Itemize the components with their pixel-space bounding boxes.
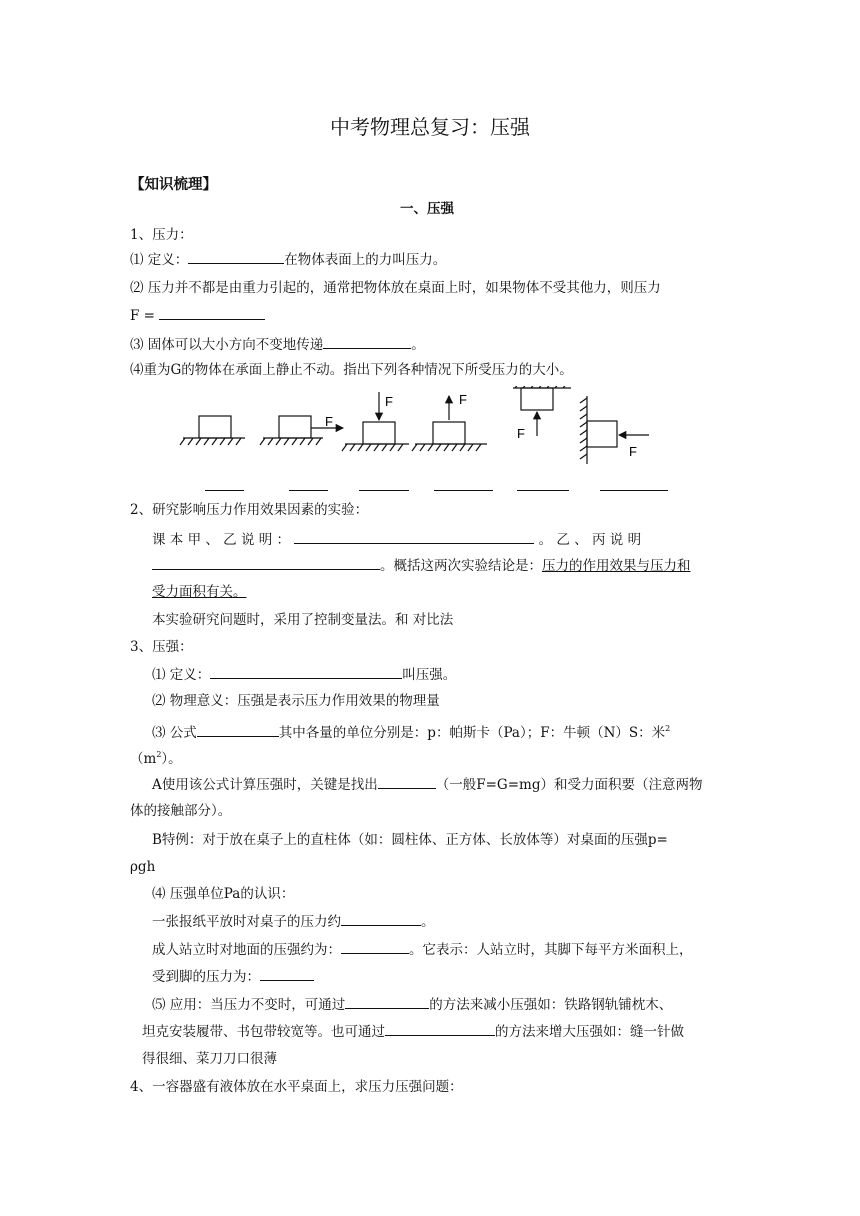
section-heading: 一、压强 bbox=[400, 201, 454, 217]
item-2-b: 。概括这两次实验结论是：压力的作用效果与压力和 bbox=[152, 556, 691, 575]
blank-line[interactable] bbox=[345, 995, 429, 1009]
page-title: 中考物理总复习：压强 bbox=[330, 115, 530, 139]
blank-line[interactable] bbox=[210, 665, 402, 679]
blank-line[interactable] bbox=[159, 306, 265, 320]
case-1-block-on-ground bbox=[180, 416, 245, 445]
answer-blank-3[interactable] bbox=[359, 490, 409, 491]
item-3-4-b: 成人站立时对地面的压强约为： 。它表示：人站立时，其脚下每平方米面积上， bbox=[152, 942, 693, 958]
item-3-4-c: 受到脚的压力为： bbox=[152, 967, 314, 986]
item-3-B: B特例：对于放在桌子上的直柱体（如：圆柱体、正方体、长放体等）对桌面的压强p= bbox=[152, 832, 668, 848]
blank-line[interactable] bbox=[188, 250, 284, 264]
item-4: 4、一容器盛有液体放在水平桌面上，求压力压强问题： bbox=[130, 1079, 463, 1095]
answer-blank-6[interactable] bbox=[600, 490, 668, 491]
blank-line[interactable] bbox=[294, 530, 534, 544]
case-3-downward-force bbox=[342, 392, 409, 451]
force-label: F bbox=[325, 414, 333, 429]
item-3-A-cont: 体的接触部分）。 bbox=[130, 803, 232, 819]
item-3-B-cont: ρgh bbox=[130, 859, 156, 875]
blank-line[interactable] bbox=[341, 940, 409, 954]
item-3-2: ⑵ 物理意义：压强是表示压力作用效果的物理量 bbox=[152, 693, 440, 709]
item-2: 2、研究影响压力作用效果因素的实验： bbox=[130, 502, 369, 518]
item-3-3-unit: $(m^2)$。 bbox=[130, 750, 182, 767]
item-3: 3、压强： bbox=[130, 639, 193, 655]
item-3-5: ⑸ 应用：当压力不变时，可通过 的方法来减小压强如：铁路钢轨铺枕木、 bbox=[152, 997, 673, 1013]
item-2-c: 受力面积有关。 bbox=[152, 584, 247, 600]
answer-blank-4[interactable] bbox=[434, 490, 493, 491]
item-1-4: ⑷重为G的物体在承面上静止不动。指出下列各种情况下所受压力的大小。 bbox=[130, 362, 573, 378]
blank-line[interactable] bbox=[341, 912, 421, 926]
item-1-2b: F = bbox=[130, 306, 265, 325]
item-1-2: ⑵ 压力并不都是由重力引起的，通常把物体放在桌面上时，如果物体不受其他力，则压力 bbox=[130, 280, 661, 296]
case-4-upward-force bbox=[412, 396, 487, 451]
blank-line[interactable] bbox=[378, 775, 436, 789]
force-label: F bbox=[629, 444, 637, 459]
item-3-3: ⑶ 公式 其中各量的单位分别是：p：帕斯卡（Pa）；F：牛顿（N）S：米$^2$ bbox=[152, 724, 671, 741]
blank-line[interactable] bbox=[197, 723, 279, 737]
item-3-4: ⑷ 压强单位Pa的认识： bbox=[152, 886, 295, 902]
pressure-force-figure bbox=[175, 386, 675, 494]
answer-blank-2[interactable] bbox=[289, 490, 328, 491]
item-2-a: 课 本 甲 、 乙 说 明 ： 。 乙 、 丙 说 明 bbox=[152, 532, 642, 548]
item-3-1: ⑴ 定义： 叫压强。 bbox=[152, 667, 457, 683]
item-1-1: ⑴ 定义： 在物体表面上的力叫压力。 bbox=[130, 252, 447, 268]
item-2-d: 本实验研究问题时，采用了控制变量法。和 对比法 bbox=[152, 612, 454, 628]
answer-blank-5[interactable] bbox=[517, 490, 569, 491]
item-1-3: ⑶ 固体可以大小方向不变地传递 。 bbox=[130, 337, 425, 353]
force-label: F bbox=[385, 394, 393, 409]
item-3-4-a: 一张报纸平放时对桌子的压力约 。 bbox=[152, 914, 435, 930]
item-1: 1、压力： bbox=[130, 227, 193, 243]
force-label: F bbox=[459, 392, 467, 407]
knowledge-heading: 【知识梳理】 bbox=[130, 177, 217, 193]
item-3-5-cont2: 得很细、菜刀刀口很薄 bbox=[142, 1051, 277, 1067]
blank-line[interactable] bbox=[385, 1022, 495, 1036]
item-3-5-cont: 坦克安装履带、书包带较宽等。也可通过 的方法来增大压强如：缝一针做 bbox=[142, 1024, 684, 1040]
case-6-press-to-wall bbox=[580, 396, 649, 464]
blank-line[interactable] bbox=[323, 335, 411, 349]
blank-line[interactable] bbox=[260, 967, 314, 981]
answer-blank-1[interactable] bbox=[205, 490, 244, 491]
item-3-A: A使用该公式计算压强时，关键是找出 （一般F=G=mg）和受力面积要（注意两物 bbox=[152, 777, 703, 793]
force-label: F bbox=[517, 426, 525, 441]
blank-line[interactable] bbox=[152, 556, 380, 570]
